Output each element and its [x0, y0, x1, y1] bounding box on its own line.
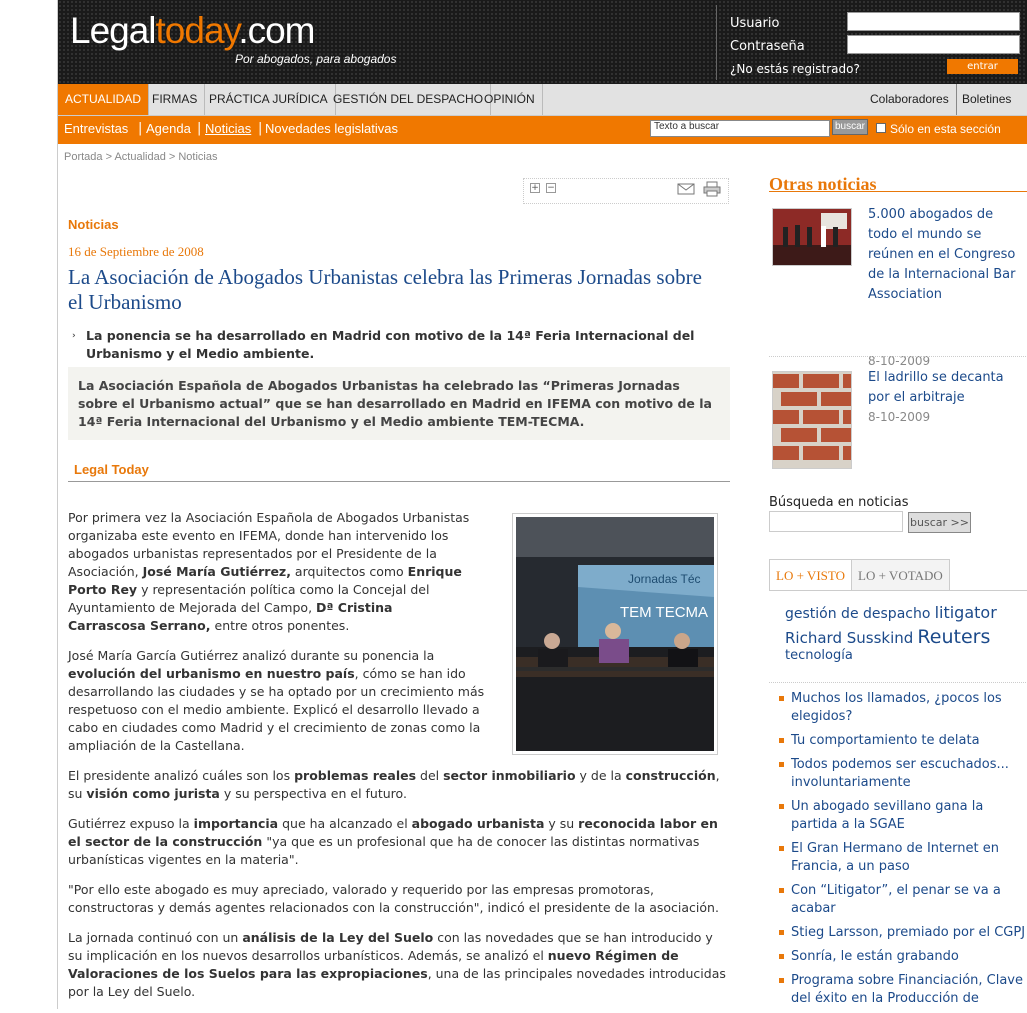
tag-cloud — [785, 602, 1025, 673]
bullet-icon — [779, 762, 784, 767]
enter-button[interactable]: entrar — [947, 59, 1018, 74]
tag-link[interactable]: Richard Susskind — [785, 629, 914, 647]
zoom-in-icon[interactable]: + — [531, 183, 539, 193]
news-date: 8-10-2009 — [868, 410, 931, 424]
paragraph: "Por ello este abogado es muy apreciado, valorado y requerido por las empresas promotoras, constructoras y demás agentes relacionados con la construcción", indicó el presidente de la asociación. — [68, 882, 719, 915]
subnav-separator: | — [197, 121, 202, 136]
ranking-tabs — [769, 559, 1027, 591]
paragraph: El presidente analizó cuáles son los problemas reales del sector inmobiliario y de la construcción, su visión como jurista y su perspectiva en el futuro. — [68, 768, 720, 801]
article-author: Legal Today — [74, 462, 149, 477]
divider — [769, 191, 1027, 192]
site-header — [58, 0, 1027, 84]
zoom-out-icon[interactable]: − — [547, 183, 555, 193]
tab-gestion-despacho[interactable]: GESTIÓN DEL DESPACHO — [326, 84, 491, 115]
tab-opinion[interactable]: OPINIÓN — [477, 84, 543, 115]
username-input[interactable] — [847, 12, 1020, 31]
news-link[interactable]: 5.000 abogados de todo el mundo se reúnen en el Congreso de la Internacional Bar Association — [868, 207, 1016, 302]
breadcrumb[interactable]: Portada > Actualidad > Noticias — [64, 151, 218, 163]
tab-actualidad[interactable]: ACTUALIDAD — [58, 84, 149, 115]
username-label: Usuario — [730, 16, 780, 31]
sub-nav — [58, 116, 1027, 144]
tab-most-voted[interactable]: LO + VOTADO — [851, 559, 950, 591]
password-label: Contraseña — [730, 39, 805, 54]
paragraph: La jornada continuó con un análisis de la Ley del Suelo con las novedades que se han introducido y su implicación en los nuevos desarrollos urbanísticos. Además, se analizó el nuevo Régimen de Valoraciones de los Suelos para las expropiaciones, una de las principales novedades introducidas por la Ley del Suelo. — [68, 930, 726, 999]
svg-text:TEM TECMA: TEM TECMA — [620, 604, 709, 621]
subnav-separator: | — [258, 121, 263, 136]
bullet-icon — [779, 954, 784, 959]
tagline: Por abogados, para abogados — [235, 52, 397, 66]
site-search-input[interactable]: Texto a buscar — [650, 120, 830, 137]
bullet-icon — [779, 804, 784, 809]
tab-most-viewed[interactable]: LO + VISTO — [769, 559, 852, 591]
paragraph: José María García Gutiérrez analizó durante su ponencia la evolución del urbanismo en nuestro país, cómo se han ido desarrollando las ciudades y se ha optado por un crecimiento más respetuoso con el medio ambiente. Explicó el desarrollo llevado a cabo en ciudades como Madrid y el crecimiento de zonas como la ampliación de la Castellana. — [68, 648, 485, 753]
article-summary: La Asociación Española de Abogados Urbanistas ha celebrado las “Primeras Jornadas sobre el Urbanismo actual” que se han desarrollado en Madrid en IFEMA con motivo de la 14ª Feria Internacional del Urbanismo y el Medio ambiente TEM-TECMA. — [68, 367, 730, 440]
main-nav — [58, 84, 1027, 116]
tag-link[interactable]: litigator — [934, 603, 997, 622]
article-toolbar — [523, 178, 729, 204]
section-only-checkbox[interactable] — [876, 123, 886, 133]
print-icon[interactable] — [703, 181, 721, 197]
password-input[interactable] — [847, 35, 1020, 54]
bullet-icon — [779, 846, 784, 851]
site-logo[interactable]: Legaltoday.com — [70, 10, 315, 51]
bullet-icon — [779, 930, 784, 935]
tag-link[interactable]: tecnología — [785, 648, 853, 663]
login-box — [716, 5, 1027, 80]
divider — [68, 481, 730, 482]
news-search-button[interactable]: buscar >> — [908, 512, 971, 533]
article-body — [68, 509, 730, 1013]
news-date: 8-10-2009 — [868, 354, 931, 368]
news-search-label: Búsqueda en noticias — [769, 495, 909, 510]
divider — [769, 590, 1027, 591]
email-icon[interactable] — [677, 182, 695, 196]
tab-practica-juridica[interactable]: PRÁCTICA JURÍDICA — [202, 84, 336, 115]
subnav-entrevistas[interactable]: Entrevistas — [64, 121, 129, 136]
news-thumbnail[interactable] — [772, 371, 852, 469]
svg-text:Jornadas Téc: Jornadas Téc — [628, 572, 701, 586]
site-search-button[interactable]: buscar — [832, 119, 868, 135]
tab-firmas[interactable]: FIRMAS — [145, 84, 205, 115]
subnav-agenda[interactable]: Agenda — [146, 121, 191, 136]
paragraph: Por primera vez la Asociación Española de Abogados Urbanistas organizaba este evento en IFEMA, donde han intervenido los abogados urbanistas representados por el Presidente de la Asociación, José María Gutiérrez, arquitectos como Enrique Porto Rey y representación política como la Concejal del Ayuntamiento de Mejorada del Campo, Dª Cristina Carrascosa Serrano, entre otros ponentes. — [68, 510, 470, 633]
news-link[interactable]: El ladrillo se decanta por el arbitraje — [868, 370, 1004, 405]
bullet-icon — [779, 888, 784, 893]
news-search-input[interactable] — [769, 511, 903, 532]
subnav-novedades-legislativas[interactable]: Novedades legislativas — [265, 121, 398, 136]
section-label: Noticias — [68, 217, 119, 232]
paragraph: Gutiérrez expuso la importancia que ha alcanzado el abogado urbanista y su reconocida labor en el sector de la construcción "ya que es un profesional que ha de conocer las distintas normativas urbanísticas vigentes en la materia". — [68, 816, 718, 867]
subnav-separator: | — [138, 121, 143, 136]
most-viewed-list: Muchos los llamados, ¿pocos los elegidos? Tu comportamiento te delata Todos podemos ser escuchados... involuntariamente Un abogado sevillano gana la partida a la SGAE El Gran Hermano de Internet en Francia, a un paso Con “Litigator”, el penar se va a acabar Stieg Larsson, premiado por el CGPJ Sonría, le están grabando Programa sobre Financiación, Clave del éxito en la Producción de — [769, 682, 1027, 683]
article-title: La Asociación de Abogados Urbanistas celebra las Primeras Jornadas sobre el Urbanismo — [68, 265, 702, 314]
section-only-label: Sólo en esta sección — [890, 122, 1001, 136]
bullet-arrow-icon: › — [72, 331, 76, 341]
news-thumbnail[interactable] — [772, 208, 852, 266]
article-highlight: › La ponencia se ha desarrollado en Madrid con motivo de la 14ª Feria Internacional del Urbanismo y el Medio ambiente. — [72, 328, 695, 361]
link-boletines[interactable]: Boletines — [962, 92, 1012, 106]
link-colaboradores[interactable]: Colaboradores — [863, 84, 957, 115]
bullet-icon — [779, 738, 784, 743]
other-news-title: Otras noticias — [769, 174, 877, 194]
article-date: 16 de Septiembre de 2008 — [68, 244, 204, 259]
bullet-icon — [779, 696, 784, 701]
page — [57, 0, 1027, 1009]
subnav-noticias[interactable]: Noticias — [205, 121, 252, 136]
tag-link[interactable]: gestión de despacho — [785, 606, 931, 622]
tag-link[interactable]: Reuters — [917, 626, 991, 648]
register-link[interactable]: ¿No estás registrado? — [730, 62, 860, 76]
bullet-icon — [779, 978, 784, 983]
divider — [769, 356, 1027, 357]
